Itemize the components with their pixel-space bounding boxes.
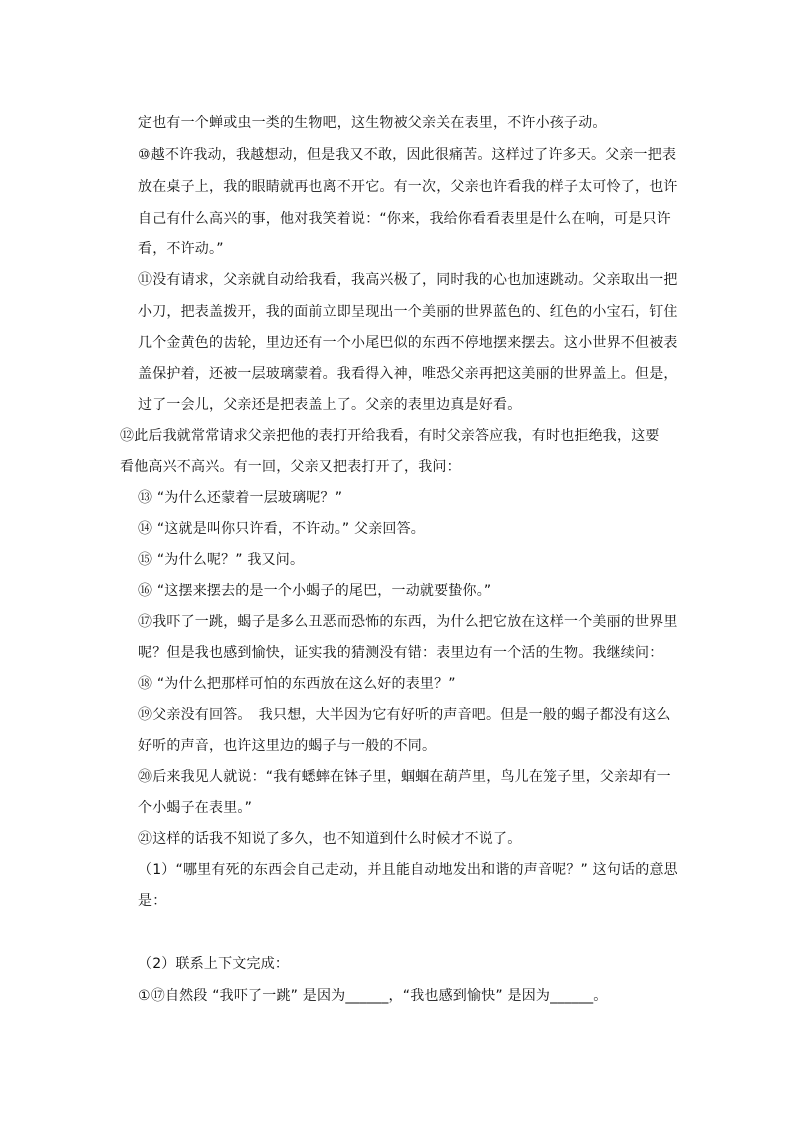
text-line: 小刀，把表盖拨开，我的面前立即呈现出一个美丽的世界蓝色的、红色的小宝石，钉住	[138, 304, 678, 320]
paragraph-10-line: ⑩越不许我动，我越想动，但是我又不敢，因此很痛苦。这样过了许多天。父亲一把表	[138, 147, 677, 163]
paragraph-16-line: ⑯ “这摆来摆去的是一个小蝎子的尾巴，一动就要蛰你。”	[138, 583, 492, 599]
text-line: 呢？但是我也感到愉快，证实我的猜测没有错：表里边有一个活的生物。我继续问：	[138, 645, 664, 661]
text-line: 过了一会儿，父亲还是把表盖上了。父亲的表里边真是好看。	[138, 397, 522, 413]
text-line: 定也有一个蝉或虫一类的生物吧，这生物被父亲关在表里，不许小孩子动。	[138, 115, 607, 131]
paragraph-12-line: ⑫此后我就常常请求父亲把他的表打开给我看，有时父亲答应我，有时也拒绝我，这要	[120, 428, 660, 444]
paragraph-11-line: ⑪没有请求，父亲就自动给我看，我高兴极了，同时我的心也加速跳动。父亲取出一把	[138, 272, 678, 288]
text-line: 盖保护着，还被一层玻璃蒙着。我看得入神，唯恐父亲再把这美丽的世界盖上。但是，	[138, 366, 678, 382]
text-line: 好听的声音，也许这里边的蝎子与一般的不同。	[138, 738, 437, 754]
paragraph-19-line: ⑲父亲没有回答。 我只想，大半因为它有好听的声音吧。但是一般的蝎子都没有这么	[138, 707, 671, 723]
paragraph-21-line: ㉑这样的话我不知说了多久，也不知道到什么时候才不说了。	[138, 831, 522, 847]
question-1: （1）“哪里有死的东西会自己走动，并且能自动地发出和谐的声音呢？” 这句话的意思	[138, 862, 678, 878]
paragraph-15-line: ⑮ “为什么呢？” 我又问。	[138, 552, 305, 568]
text-line: 个小蝎子在表里。”	[138, 800, 253, 816]
text-line: 看，不许动。”	[138, 241, 224, 257]
text-line: 看他高兴不高兴。有一回，父亲又把表打开了，我问：	[120, 459, 461, 475]
question-1-answer-label: 是：	[138, 893, 167, 909]
text-line: 几个金黄色的齿轮，里边还有一个小尾巴似的东西不停地摆来摆去。这小世界不但被表	[138, 335, 678, 351]
question-2: （2）联系上下文完成：	[138, 956, 290, 972]
paragraph-13-line: ⑬ “为什么还蒙着一层玻璃呢？”	[138, 490, 343, 506]
question-2-item-1: ①⑰自然段 “我吓了一跳” 是因为______，“我也感到愉快” 是因为______。	[138, 988, 608, 1004]
text-line: 放在桌子上，我的眼睛就再也离不开它。有一次，父亲也许看我的样子太可怜了，也许	[138, 179, 678, 195]
paragraph-18-line: ⑱ “为什么把那样可怕的东西放在这么好的表里？”	[138, 676, 456, 692]
text-line: 自己有什么高兴的事，他对我笑着说：“你来，我给你看看表里是什么在响，可是只许	[138, 211, 671, 227]
paragraph-17-line: ⑰我吓了一跳，蝎子是多么丑恶而恐怖的东西，为什么把它放在这样一个美丽的世界里	[138, 614, 678, 630]
paragraph-20-line: ⑳后来我见人就说：“我有蟋蟀在钵子里，蝈蝈在葫芦里，鸟儿在笼子里，父亲却有一	[138, 769, 671, 785]
paragraph-14-line: ⑭ “这就是叫你只许看，不许动。” 父亲回答。	[138, 521, 426, 537]
